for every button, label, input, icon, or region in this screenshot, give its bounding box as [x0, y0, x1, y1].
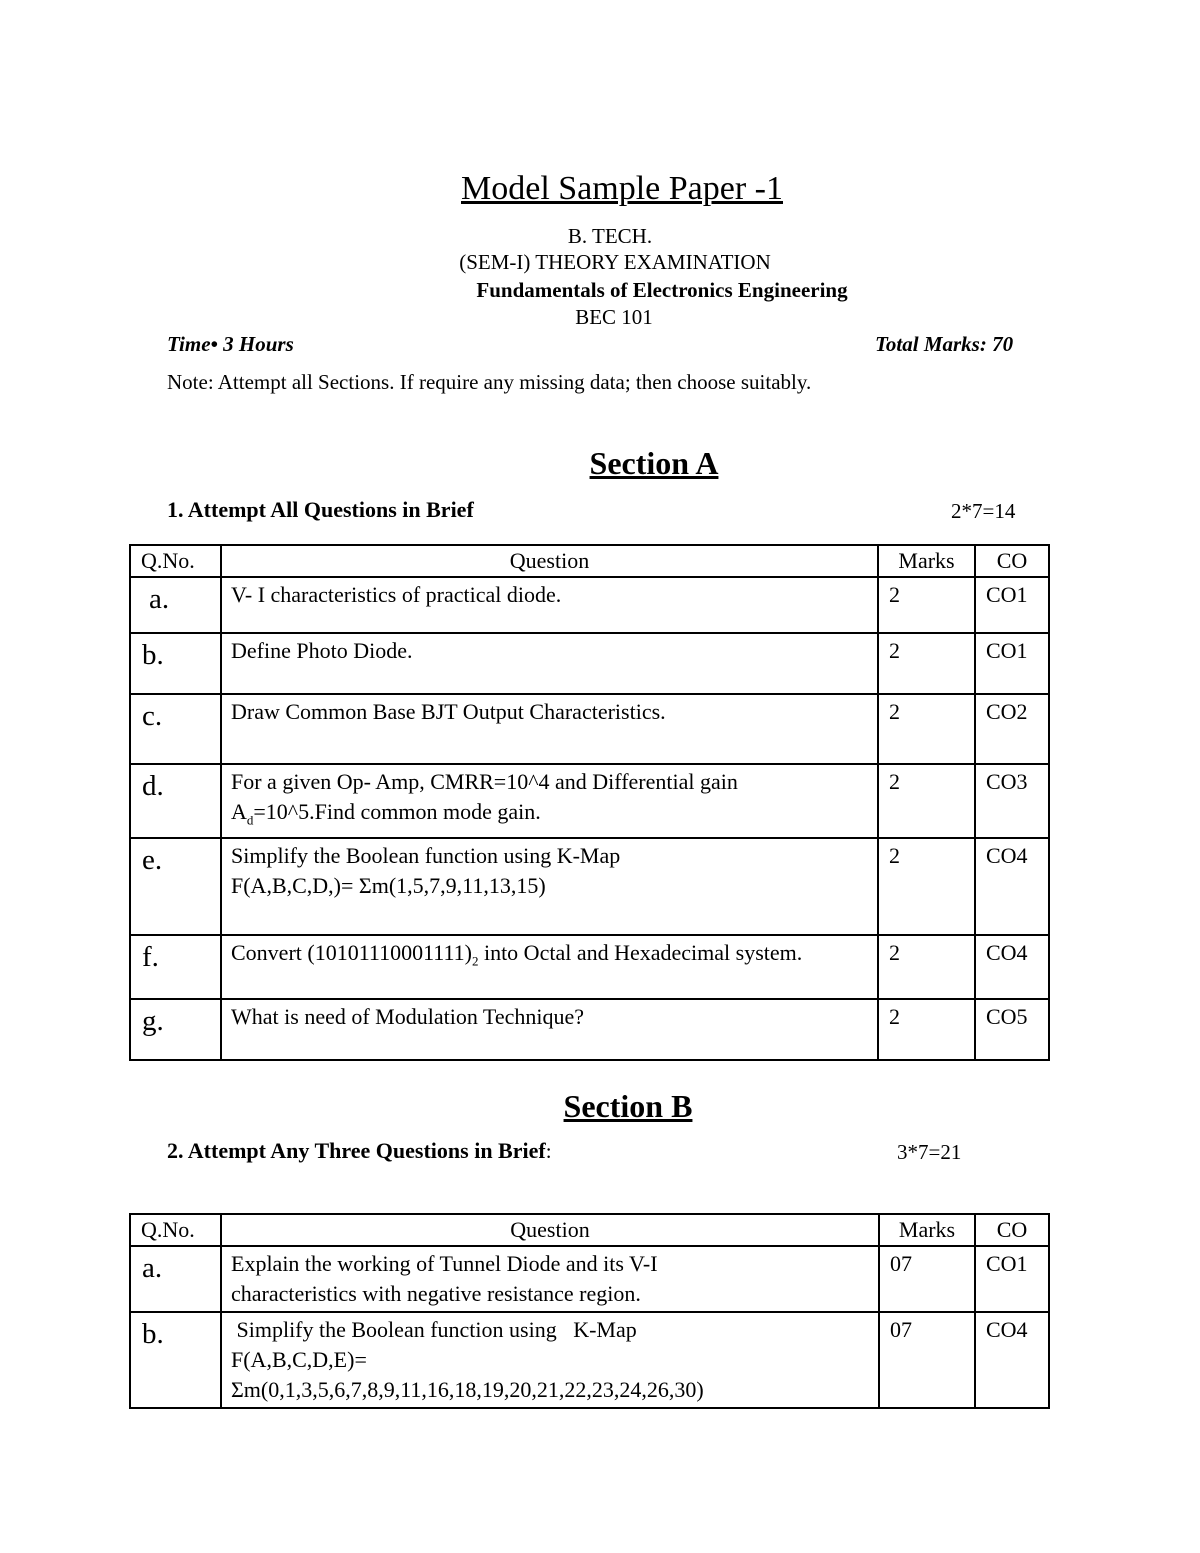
question-text-part: =10^5.Find common mode gain.	[253, 799, 541, 824]
section-b-question-heading	[167, 1138, 552, 1164]
subscript: d	[246, 812, 254, 828]
question-co: CO2	[975, 694, 1049, 764]
question-co: CO4	[975, 935, 1049, 999]
question-text-line: Simplify the Boolean function using K-Map	[231, 1317, 637, 1342]
column-header-co: CO	[975, 1214, 1049, 1246]
course-code: BEC 101	[575, 305, 653, 329]
question-co: CO5	[975, 999, 1049, 1060]
question-text-part: Convert (10101110001111)	[231, 940, 472, 966]
question-marks: 2	[878, 838, 975, 935]
column-header-question: Question	[221, 1214, 879, 1246]
question-co: CO1	[975, 633, 1049, 694]
table-header-row	[130, 1214, 1049, 1246]
table-row	[130, 1312, 1049, 1408]
degree-line: B. TECH.	[567, 224, 653, 248]
paper-title: Model Sample Paper -1	[461, 170, 783, 207]
question-text-line: For a given Op- Amp, CMRR=10^4 and Differential gain	[231, 769, 738, 794]
table-row	[130, 1246, 1049, 1312]
question-co: CO3	[975, 764, 1049, 838]
subscript: 2	[471, 953, 479, 969]
section-b-title: Section B	[563, 1088, 693, 1124]
table-row	[130, 633, 1049, 694]
column-header-question: Question	[221, 545, 878, 577]
section-a-table	[129, 544, 1050, 1061]
question-number: b.	[130, 1312, 221, 1408]
question-co: CO1	[975, 577, 1049, 633]
question-text-line: F(A,B,C,D,)= Σm(1,5,7,9,11,13,15)	[231, 873, 546, 899]
column-header-qno: Q.No.	[130, 1214, 221, 1246]
question-co: CO4	[975, 1312, 1049, 1408]
question-text: Draw Common Base BJT Output Characteristics.	[221, 694, 878, 764]
total-marks: Total Marks: 70	[875, 332, 1014, 356]
question-marks: 07	[879, 1246, 975, 1312]
question-marks: 2	[878, 935, 975, 999]
section-a-title: Section A	[589, 445, 719, 481]
section-b-table	[129, 1213, 1050, 1409]
question-number: g.	[130, 999, 221, 1060]
question-number: e.	[130, 838, 221, 935]
table-row	[130, 838, 1049, 935]
exam-line: (SEM-I) THEORY EXAMINATION	[459, 250, 771, 274]
section-a-question-heading: 1. Attempt All Questions in Brief	[167, 497, 474, 522]
table-row	[130, 577, 1049, 633]
question-number: c.	[130, 694, 221, 764]
table-row	[130, 694, 1049, 764]
question-text-part: into Octal and Hexadecimal system.	[478, 940, 803, 966]
question-text-line: Explain the working of Tunnel Diode and its V-I	[231, 1251, 658, 1276]
subject-line: Fundamentals of Electronics Engineering	[476, 278, 848, 302]
question-text-part: A	[231, 799, 247, 824]
column-header-marks: Marks	[878, 545, 975, 577]
question-text-line: characteristics with negative resistance region.	[231, 1281, 641, 1306]
table-row	[130, 764, 1049, 838]
question-number: a.	[130, 1246, 221, 1312]
question-text	[221, 764, 878, 838]
question-text-line: F(A,B,C,D,E)=	[231, 1347, 367, 1372]
table-row	[130, 935, 1049, 999]
column-header-co: CO	[975, 545, 1049, 577]
question-text: V- I characteristics of practical diode.	[221, 577, 878, 633]
table-row	[130, 999, 1049, 1060]
section-b-marks-allocation: 3*7=21	[897, 1140, 962, 1164]
question-text-line: Σm(0,1,3,5,6,7,8,9,11,16,18,19,20,21,22,23,24,26,30)	[231, 1377, 704, 1402]
question-marks: 07	[879, 1312, 975, 1408]
question-text: What is need of Modulation Technique?	[221, 999, 878, 1060]
section-a-marks-allocation: 2*7=14	[951, 499, 1016, 523]
question-text	[221, 1246, 879, 1312]
question-number: b.	[130, 633, 221, 694]
question-text	[221, 935, 878, 999]
question-marks: 2	[878, 694, 975, 764]
time-duration: Time• 3 Hours	[167, 332, 294, 356]
question-text	[221, 838, 878, 935]
column-header-qno: Q.No.	[130, 545, 221, 577]
question-number: d.	[130, 764, 221, 838]
question-text-line	[231, 797, 868, 835]
question-number: f.	[130, 935, 221, 999]
question-co: CO4	[975, 838, 1049, 935]
question-number: a.	[130, 577, 221, 633]
question-text-line: Simplify the Boolean function using K-Map	[231, 843, 621, 869]
question-text	[221, 1312, 879, 1408]
question-co: CO1	[975, 1246, 1049, 1312]
section-b-question-heading-text: 2. Attempt Any Three Questions in Brief	[167, 1138, 546, 1163]
column-header-marks: Marks	[879, 1214, 975, 1246]
question-text: Define Photo Diode.	[221, 633, 878, 694]
instructions-note: Note: Attempt all Sections. If require any missing data; then choose suitably.	[167, 370, 812, 394]
question-marks: 2	[878, 764, 975, 838]
question-marks: 2	[878, 633, 975, 694]
section-b-question-heading-suffix: :	[545, 1139, 552, 1163]
question-marks: 2	[878, 999, 975, 1060]
table-header-row	[130, 545, 1049, 577]
question-marks: 2	[878, 577, 975, 633]
